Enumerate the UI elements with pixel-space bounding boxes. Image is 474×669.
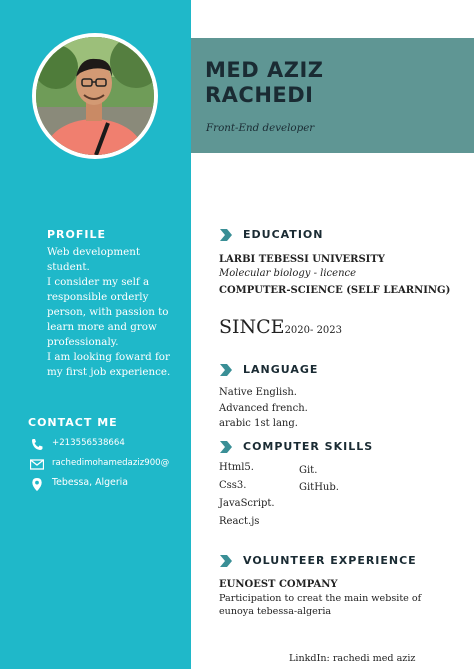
skill-item: React.js bbox=[219, 516, 260, 527]
linkedin-link[interactable]: LinkdIn: rachedi med aziz bbox=[289, 653, 416, 664]
profile-line: student. bbox=[47, 261, 90, 273]
volunteer-desc-line: Participation to creat the main website of bbox=[219, 593, 422, 604]
volunteer-label: VOLUNTEER EXPERIENCE bbox=[243, 554, 417, 567]
chevron-right-icon bbox=[219, 441, 233, 453]
skills-heading bbox=[219, 440, 373, 453]
profile-line: person, with passion to bbox=[47, 306, 169, 318]
volunteer-company: EUNOEST COMPANY bbox=[219, 579, 338, 590]
contact-email[interactable] bbox=[30, 458, 169, 471]
education-degree: Molecular biology - licence bbox=[219, 268, 357, 279]
profile-line: Web development bbox=[47, 246, 141, 258]
since-years: 2020- 2023 bbox=[284, 325, 343, 336]
phone-icon bbox=[30, 438, 44, 451]
contact-location bbox=[30, 477, 128, 492]
profile-heading: PROFILE bbox=[47, 228, 107, 241]
name-line-2: RACHEDI bbox=[205, 83, 314, 107]
skills-label: COMPUTER SKILLS bbox=[243, 440, 374, 453]
full-name bbox=[205, 58, 324, 108]
language-item: Advanced french. bbox=[219, 403, 308, 414]
language-item: Native English. bbox=[219, 387, 297, 398]
skill-item: GitHub. bbox=[299, 482, 339, 493]
chevron-right-icon bbox=[219, 229, 233, 241]
language-item: arabic 1st lang. bbox=[219, 418, 298, 429]
job-title: Front-End developer bbox=[206, 122, 315, 134]
profile-photo bbox=[36, 37, 154, 155]
profile-line: I consider my self a bbox=[47, 276, 150, 288]
education-since bbox=[219, 316, 342, 338]
email-line-1: rachedimohamedaziz900@ bbox=[52, 458, 170, 468]
contact-heading: CONTACT ME bbox=[28, 416, 118, 429]
since-label: SINCE bbox=[219, 316, 285, 338]
education-self-learning: COMPUTER-SCIENCE (SELF LEARNING) bbox=[219, 285, 451, 296]
education-school: LARBI TEBESSI UNIVERSITY bbox=[219, 254, 385, 265]
profile-line: my first job experience. bbox=[47, 366, 171, 378]
profile-line: learn more and grow bbox=[47, 321, 157, 333]
contact-phone[interactable] bbox=[30, 438, 125, 451]
skill-item: JavaScript. bbox=[219, 498, 275, 509]
education-label: EDUCATION bbox=[243, 228, 324, 241]
skill-item: Git. bbox=[299, 465, 318, 476]
phone-number: +213556538664 bbox=[52, 438, 125, 448]
skill-item: Css3. bbox=[219, 480, 247, 491]
profile-text bbox=[47, 245, 182, 380]
language-label: LANGUAGE bbox=[243, 363, 319, 376]
profile-line: professionaly. bbox=[47, 336, 119, 348]
mail-icon bbox=[30, 458, 44, 471]
profile-line: I am looking foward for bbox=[47, 351, 170, 363]
language-heading bbox=[219, 363, 318, 376]
education-heading bbox=[219, 228, 323, 241]
profile-photo-frame bbox=[32, 33, 158, 159]
chevron-right-icon bbox=[219, 364, 233, 376]
location-text: Tebessa, Algeria bbox=[52, 477, 129, 488]
volunteer-desc-line: eunoya tebessa-algeria bbox=[219, 606, 332, 617]
location-pin-icon bbox=[30, 477, 44, 492]
skill-item: Html5. bbox=[219, 462, 254, 473]
email-address bbox=[52, 458, 169, 469]
name-line-1: MED AZIZ bbox=[205, 58, 324, 82]
chevron-right-icon bbox=[219, 555, 233, 567]
profile-line: responsible orderly bbox=[47, 291, 149, 303]
volunteer-heading bbox=[219, 554, 417, 567]
